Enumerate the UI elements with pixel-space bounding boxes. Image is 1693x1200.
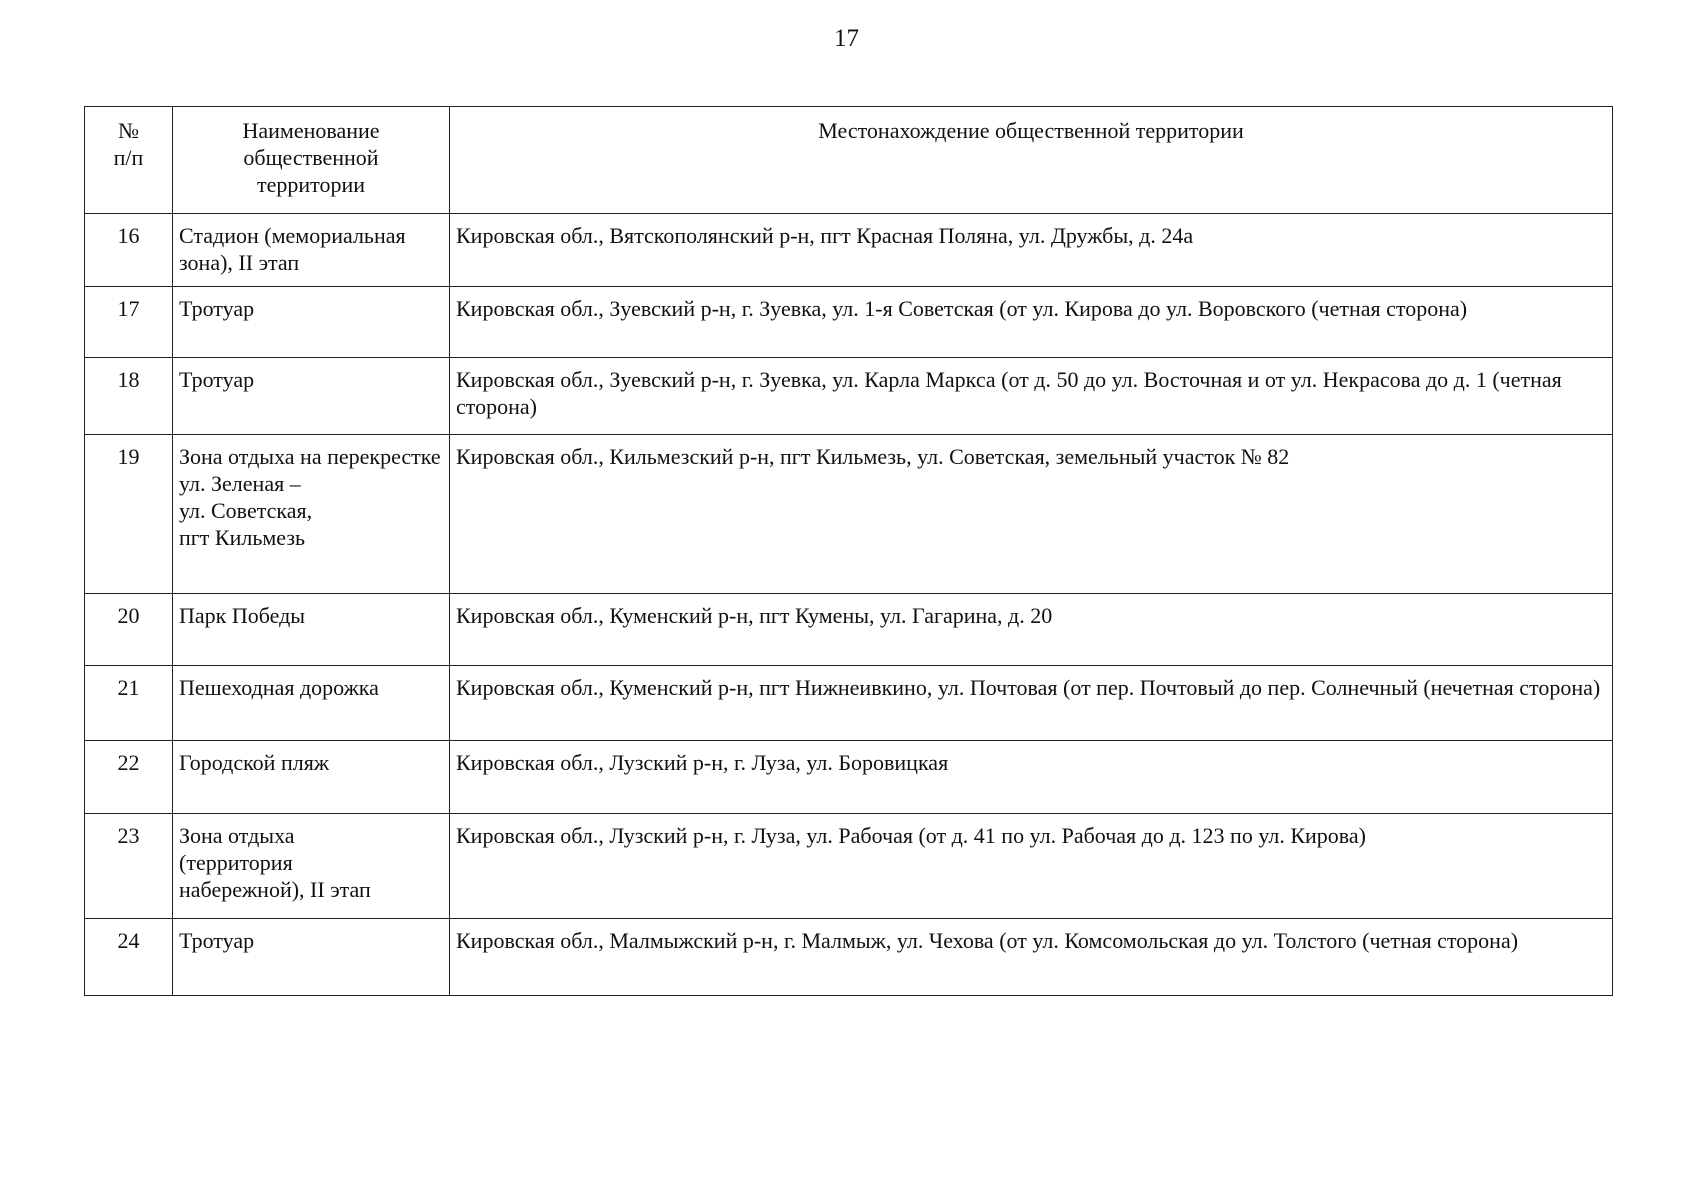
row-num: 22	[85, 741, 173, 814]
table-header-row	[85, 107, 1613, 214]
row-num: 17	[85, 287, 173, 358]
row-num: 23	[85, 814, 173, 919]
row-location: Кировская обл., Куменский р-н, пгт Кумены, ул. Гагарина, д. 20	[450, 594, 1613, 666]
row-num: 24	[85, 919, 173, 996]
row-location: Кировская обл., Лузский р-н, г. Луза, ул. Боровицкая	[450, 741, 1613, 814]
row-num: 21	[85, 666, 173, 741]
row-name: Тротуар	[173, 358, 450, 435]
row-location: Кировская обл., Куменский р-н, пгт Нижнеивкино, ул. Почтовая (от пер. Почтовый до пер. Солнечный (нечетная сторона)	[450, 666, 1613, 741]
row-name: Городской пляж	[173, 741, 450, 814]
row-location: Кировская обл., Вятскополянский р-н, пгт Красная Поляна, ул. Дружбы, д. 24а	[450, 214, 1613, 287]
row-num: 20	[85, 594, 173, 666]
table-row	[85, 814, 1613, 919]
row-name: Зона отдыха (территория набережной), II этап	[173, 814, 450, 919]
table-row	[85, 435, 1613, 594]
table-row	[85, 358, 1613, 435]
row-name: Тротуар	[173, 287, 450, 358]
header-location: Местонахождение общественной территории	[450, 107, 1613, 214]
row-num: 16	[85, 214, 173, 287]
row-num: 18	[85, 358, 173, 435]
row-name: Стадион (мемориальная зона), II этап	[173, 214, 450, 287]
table-row	[85, 214, 1613, 287]
table-row	[85, 919, 1613, 996]
row-location: Кировская обл., Зуевский р-н, г. Зуевка, ул. Карла Маркса (от д. 50 до ул. Восточная и от ул. Некрасова до д. 1 (четная сторона)	[450, 358, 1613, 435]
header-name: Наименование общественной территории	[173, 107, 450, 214]
row-name: Зона отдыха на перекрестке ул. Зеленая – ул. Советская, пгт Кильмезь	[173, 435, 450, 594]
row-num: 19	[85, 435, 173, 594]
table-row	[85, 666, 1613, 741]
page-number: 17	[834, 25, 859, 52]
row-location: Кировская обл., Малмыжский р-н, г. Малмыж, ул. Чехова (от ул. Комсомольская до ул. Толстого (четная сторона)	[450, 919, 1613, 996]
row-name: Парк Победы	[173, 594, 450, 666]
header-num: № п/п	[85, 107, 173, 214]
table-row	[85, 741, 1613, 814]
row-location: Кировская обл., Зуевский р-н, г. Зуевка, ул. 1-я Советская (от ул. Кирова до ул. Воровского (четная сторона)	[450, 287, 1613, 358]
row-name: Пешеходная дорожка	[173, 666, 450, 741]
table-row	[85, 287, 1613, 358]
row-location: Кировская обл., Кильмезский р-н, пгт Кильмезь, ул. Советская, земельный участок № 82	[450, 435, 1613, 594]
territories-table	[84, 106, 1613, 996]
row-location: Кировская обл., Лузский р-н, г. Луза, ул. Рабочая (от д. 41 по ул. Рабочая до д. 123 по ул. Кирова)	[450, 814, 1613, 919]
row-name: Тротуар	[173, 919, 450, 996]
table-row	[85, 594, 1613, 666]
